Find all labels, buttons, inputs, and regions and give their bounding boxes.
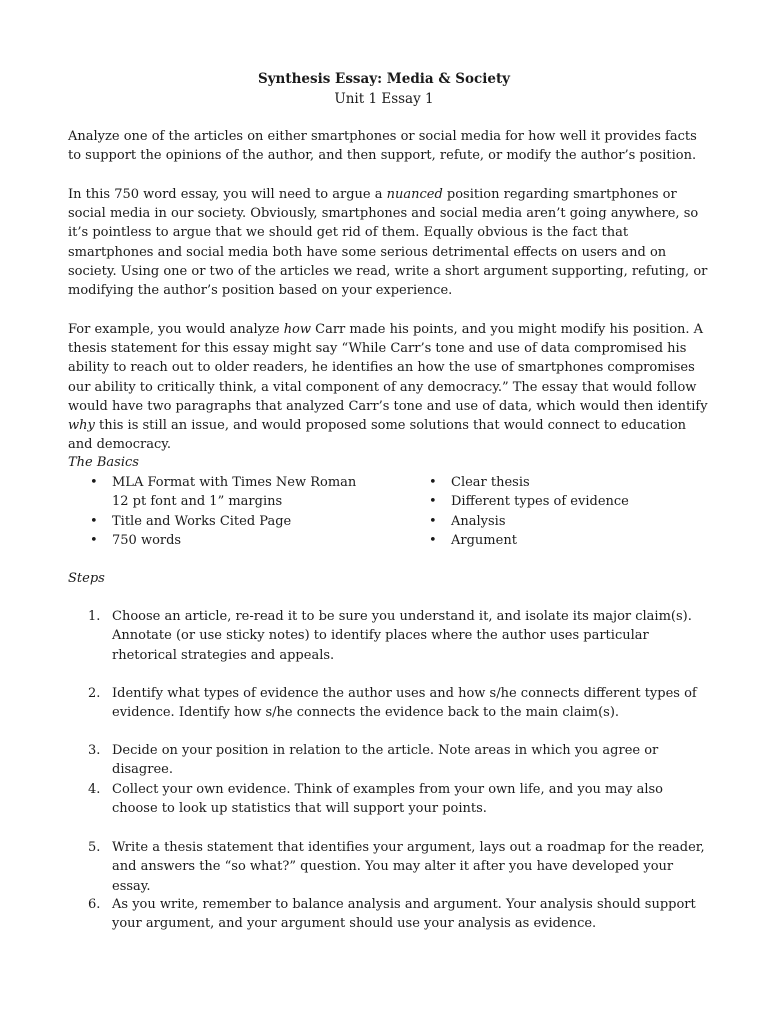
document-title: Synthesis Essay: Media & Society	[257, 71, 511, 87]
list-item: • MLA Format with Times New Roman 12 pt font and 1” margins	[90, 473, 372, 512]
step-text: Identify what types of evidence the author uses and how s/he connects different types of evidence. Identify how s/he connects the evidence back to the main claim(s).	[112, 686, 697, 721]
steps-label: Steps	[68, 571, 105, 586]
step-number: 1.	[88, 609, 101, 624]
step-4	[88, 780, 708, 819]
list-item: • Different types of evidence	[429, 492, 729, 511]
list-item: • Title and Works Cited Page	[90, 512, 390, 531]
emphasis-nuanced: nuanced	[386, 187, 443, 202]
list-item: • Argument	[429, 531, 729, 550]
step-3	[88, 741, 708, 780]
emphasis-why: why	[68, 418, 95, 434]
step-6	[88, 895, 708, 934]
intro-paragraph: Analyze one of the articles on either smartphones or social media for how well it provides facts to support the opinions of the author, and then support, refute, or modify the author’s position.	[68, 129, 697, 164]
step-text: Choose an article, re-read it to be sure you understand it, and isolate its major claim(s). Annotate (or use sticky notes) to identify places where the author uses particular rhetorical strategies and appeals.	[112, 609, 692, 663]
step-5	[88, 838, 708, 896]
list-item: • Clear thesis	[429, 473, 729, 492]
step-number: 3.	[88, 743, 101, 758]
step-number: 2.	[88, 686, 101, 701]
list-item: • 750 words	[90, 531, 390, 550]
list-item: • Analysis	[429, 512, 729, 531]
step-text: Write a thesis statement that identifies your argument, lays out a roadmap for the reader, and answers the “so what?” question. You may alter it after you have developed your essay.	[112, 840, 705, 894]
step-1	[88, 607, 708, 665]
assignment-paragraph: In this 750 word essay, you will need to argue a nuanced position regarding smartphones or social media in our society. Obviously, smartphones and social media aren’t going anywhere, so it’s pointless to argue that we should get rid of them. Equally obvious is the fact that smartphones and social media both have some serious detrimental effects on users and on society. Using one or two of the articles we read, write a short argument supporting, refuting, or modifying the author’s position based on your experience.	[68, 187, 708, 299]
step-2	[88, 684, 708, 723]
basics-list-right	[429, 473, 729, 551]
step-number: 4.	[88, 782, 101, 797]
step-text: Collect your own evidence. Think of examples from your own life, and you may also choose to look up statistics that will support your points.	[112, 782, 663, 817]
step-text: As you write, remember to balance analysis and argument. Your analysis should support your argument, and your argument should use your analysis as evidence.	[112, 897, 696, 932]
step-text: Decide on your position in relation to the article. Note areas in which you agree or disagree.	[112, 743, 659, 778]
basics-list-left	[90, 473, 390, 551]
example-paragraph: For example, you would analyze how Carr made his points, and you might modify his position. A thesis statement for this essay might say “While Carr’s tone and use of data compromised his ability to reach out to older readers, he identifies an how the use of smartphones compromises our ability to critically think, a vital component of any democracy.” The essay that would follow would have two paragraphs that analyzed Carr’s tone and use of data, which would then identify why this is still an issue, and would proposed some solutions that would connect to education and democracy.	[68, 322, 708, 453]
basics-label: The Basics	[68, 455, 139, 470]
document-subtitle: Unit 1 Essay 1	[334, 91, 434, 107]
step-number: 5.	[88, 840, 101, 855]
emphasis-how: how	[283, 322, 312, 337]
step-number: 6.	[88, 897, 101, 912]
